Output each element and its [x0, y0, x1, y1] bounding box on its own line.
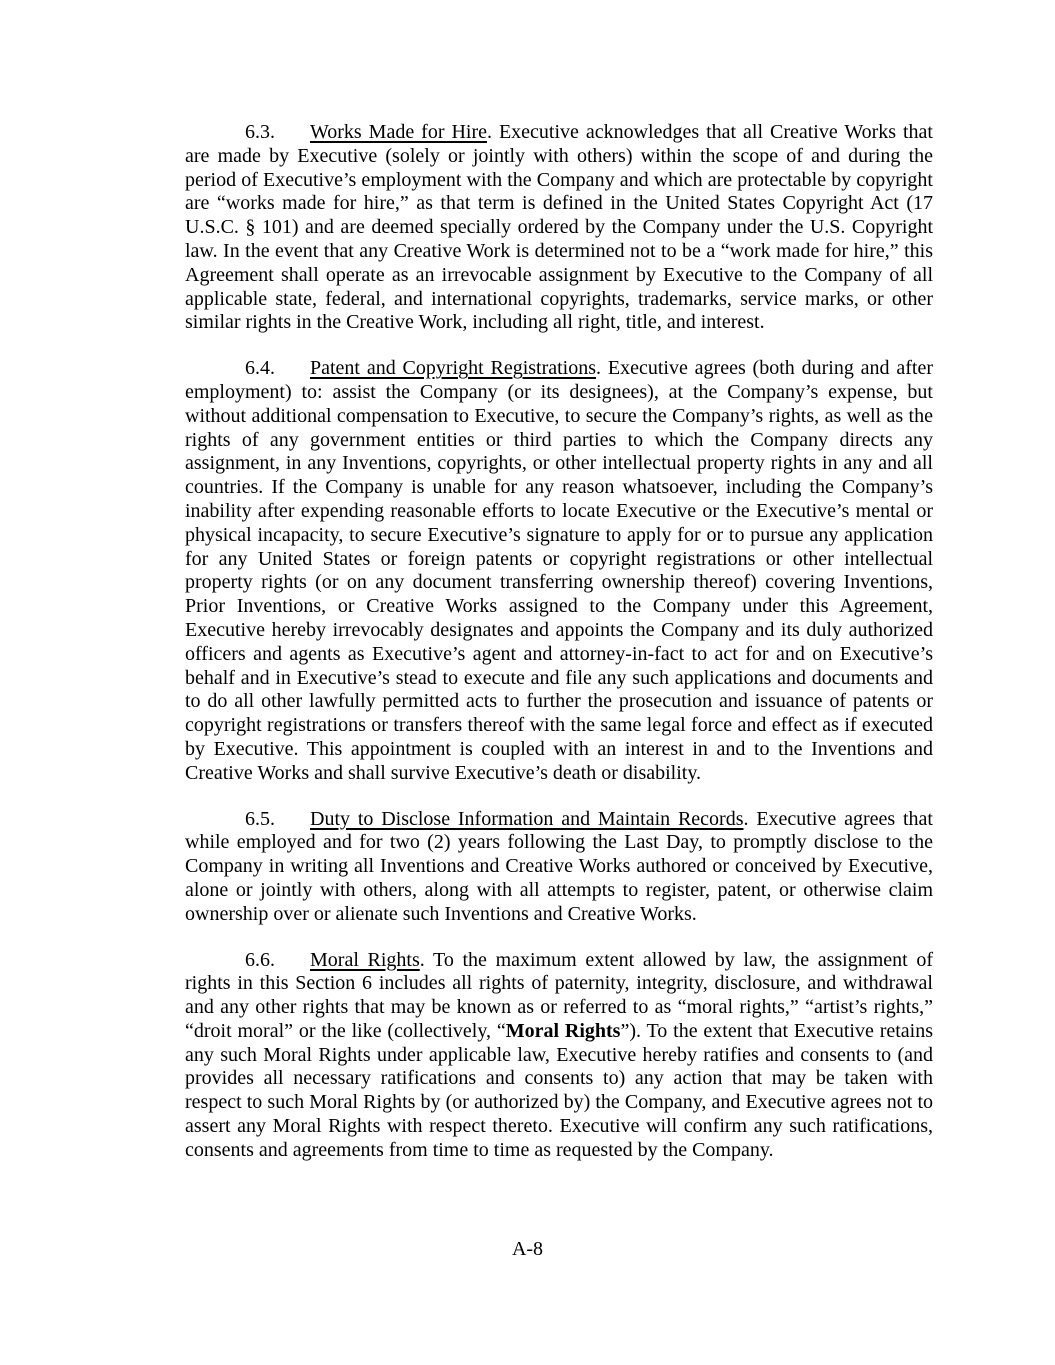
- section-paragraph-6-6: [185, 949, 933, 1163]
- section-number: 6.3.: [245, 121, 275, 143]
- moral-rights-defined-term: Moral Rights: [505, 1019, 621, 1042]
- section-heading: Duty to Disclose Information and Maintain Records: [310, 807, 744, 830]
- section-body-post: ”). To the extent that Executive retains any such Moral Rights under applicable law, Executive hereby ratifies and consents to (and provides all necessary ratifications and consents to) any action that may be taken with respect to such Moral Rights by (or authorized by) the Company, and Executive agrees not to assert any Moral Rights with respect thereto. Executive will confirm any such ratifications, consents and agreements from time to time as requested by the Company.: [185, 1019, 934, 1161]
- page-number: A-8: [511, 1238, 544, 1260]
- section-body: . Executive acknowledges that all Creative Works that are made by Executive (solely or jointly with others) within the scope of and during the period of Executive’s employment with the Company and which are protectable by copyright are “works made for hire,” as that term is defined in the United States Copyright Act (17 U.S.C. § 101) and are deemed specially ordered by the Company under the U.S. Copyright law. In the event that any Creative Work is determined not to be a “work made for hire,” this Agreement shall operate as an irrevocable assignment by Executive to the Company of all applicable state, federal, and international copyrights, trademarks, service marks, or other similar rights in the Creative Work, including all right, title, and interest.: [185, 121, 933, 334]
- section-number: 6.6.: [245, 948, 275, 971]
- section-number: 6.4.: [245, 357, 275, 380]
- section-body: . Executive agrees (both during and after employment) to: assist the Company (or its designees), at the Company’s expense, but without additional compensation to Executive, to secure the Company’s rights, as well as the rights of any government entities or third parties to which the Company directs any assignment, in any Inventions, copyrights, or other intellectual property rights in any and all countries. If the Company is unable for any reason whatsoever, including the Company’s inability after expending reasonable efforts to locate Executive or the Executive’s mental or physical incapacity, to secure Executive’s signature to apply for or to pursue any application for any United States or foreign patents or copyright registrations or other intellectual property rights (or on any document transferring ownership thereof) covering Inventions, Prior Inventions, or Creative Works assigned to the Company under this Agreement, Executive hereby irrevocably designates and appoints the Company and its duly authorized officers and agents as Executive’s agent and attorney-in-fact to act for and on Executive’s behalf and in Executive’s stead to execute and file any such applications and documents and to do all other lawfully permitted acts to further the prosecution and issuance of patents or copyright registrations or transfers thereof with the same legal force and effect as if executed by Executive. This appointment is coupled with an interest in and to the Inventions and Creative Works and shall survive Executive’s death or disability.: [185, 357, 933, 784]
- section-body: . Executive agrees that while employed and for two (2) years following the Last Day, to promptly disclose to the Company in writing all Inventions and Creative Works authored or conceived by Executive, alone or jointly with others, along with all attempts to register, patent, or otherwise claim ownership over or alienate such Inventions and Creative Works.: [185, 807, 933, 925]
- section-paragraph-6-4: [185, 357, 933, 785]
- section-heading: Patent and Copyright Registrations: [310, 357, 597, 380]
- section-heading: Moral Rights: [310, 948, 420, 971]
- section-body-pre: . To the maximum extent allowed by law, the assignment of rights in this Section 6 includes all rights of paternity, integrity, disclosure, and withdrawal and any other rights that may be known as or referred to as “moral rights,” “artist’s rights,” “droit moral” or the like (collectively, “: [185, 948, 933, 1042]
- section-heading: Works Made for Hire: [310, 121, 487, 143]
- section-number: 6.5.: [245, 807, 275, 830]
- document-body: [185, 121, 933, 1163]
- section-paragraph-6-3: [185, 121, 933, 335]
- section-paragraph-6-5: [185, 808, 933, 927]
